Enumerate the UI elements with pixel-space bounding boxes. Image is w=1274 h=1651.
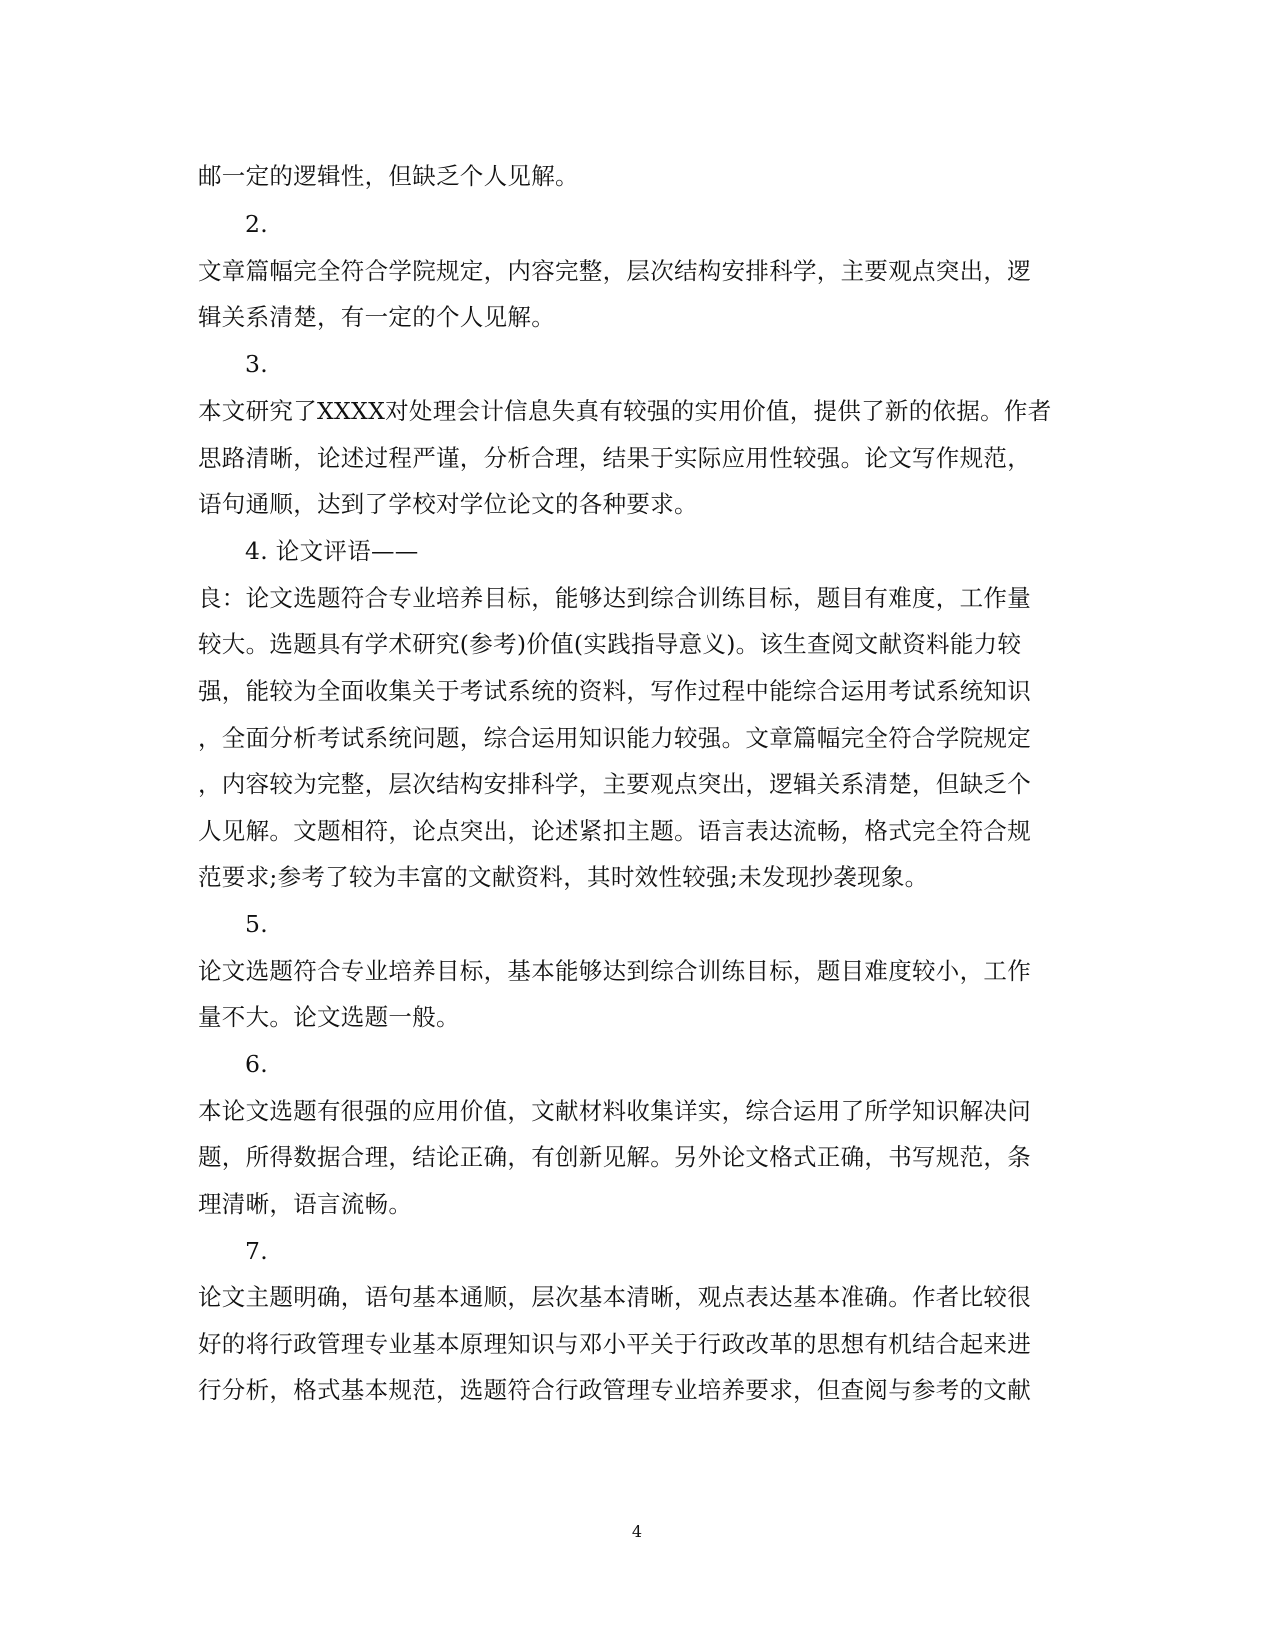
text-line: 强，能较为全面收集关于考试系统的资料，写作过程中能综合运用考试系统知识: [198, 677, 1031, 705]
item-number: 5.: [245, 910, 269, 938]
text-line: 较大。选题具有学术研究(参考)价值(实践指导意义)。该生查阅文献资料能力较: [198, 630, 1022, 658]
text-line: 语句通顺，达到了学校对学位论文的各种要求。: [198, 490, 698, 518]
text-line: ，全面分析考试系统问题，综合运用知识能力较强。文章篇幅完全符合学院规定: [198, 724, 1031, 752]
text-line: 论文选题符合专业培养目标，基本能够达到综合训练目标，题目难度较小，工作: [198, 957, 1031, 985]
text-line: 思路清晰，论述过程严谨，分析合理，结果于实际应用性较强。论文写作规范，: [198, 444, 1031, 472]
text-line: 人见解。文题相符，论点突出，论述紧扣主题。语言表达流畅，格式完全符合规: [198, 817, 1031, 845]
item-number: 3.: [245, 350, 269, 378]
text-line: 本论文选题有很强的应用价值，文献材料收集详实，综合运用了所学知识解决问: [198, 1097, 1031, 1125]
text-line: 论文主题明确，语句基本通顺，层次基本清晰，观点表达基本准确。作者比较很: [198, 1283, 1031, 1311]
item-number: 2.: [245, 210, 269, 238]
text-line: 本文研究了XXXX对处理会计信息失真有较强的实用价值，提供了新的依据。作者: [198, 397, 1052, 425]
text-line: 好的将行政管理专业基本原理知识与邓小平关于行政改革的思想有机结合起来进: [198, 1330, 1031, 1358]
text-line: 理清晰，语言流畅。: [198, 1190, 413, 1218]
text-line: 量不大。论文选题一般。: [198, 1003, 460, 1031]
text-line: 范要求;参考了较为丰富的文献资料，其时效性较强;未发现抄袭现象。: [198, 863, 929, 891]
text-line: 行分析，格式基本规范，选题符合行政管理专业培养要求，但查阅与参考的文献: [198, 1376, 1031, 1404]
item-number: 7.: [245, 1237, 269, 1265]
text-line: 辑关系清楚，有一定的个人见解。: [198, 303, 555, 331]
page-number: 4: [631, 1522, 643, 1541]
text-line: 文章篇幅完全符合学院规定，内容完整，层次结构安排科学，主要观点突出，逻: [198, 257, 1031, 285]
item-heading: 4. 论文评语——: [245, 537, 419, 565]
text-line: 题，所得数据合理，结论正确，有创新见解。另外论文格式正确，书写规范，条: [198, 1143, 1031, 1171]
item-number: 6.: [245, 1050, 269, 1078]
text-line: 邮一定的逻辑性，但缺乏个人见解。: [198, 162, 579, 190]
text-line: 良：论文选题符合专业培养目标，能够达到综合训练目标，题目有难度，工作量: [198, 584, 1031, 612]
text-line: ，内容较为完整，层次结构安排科学，主要观点突出，逻辑关系清楚，但缺乏个: [198, 770, 1031, 798]
